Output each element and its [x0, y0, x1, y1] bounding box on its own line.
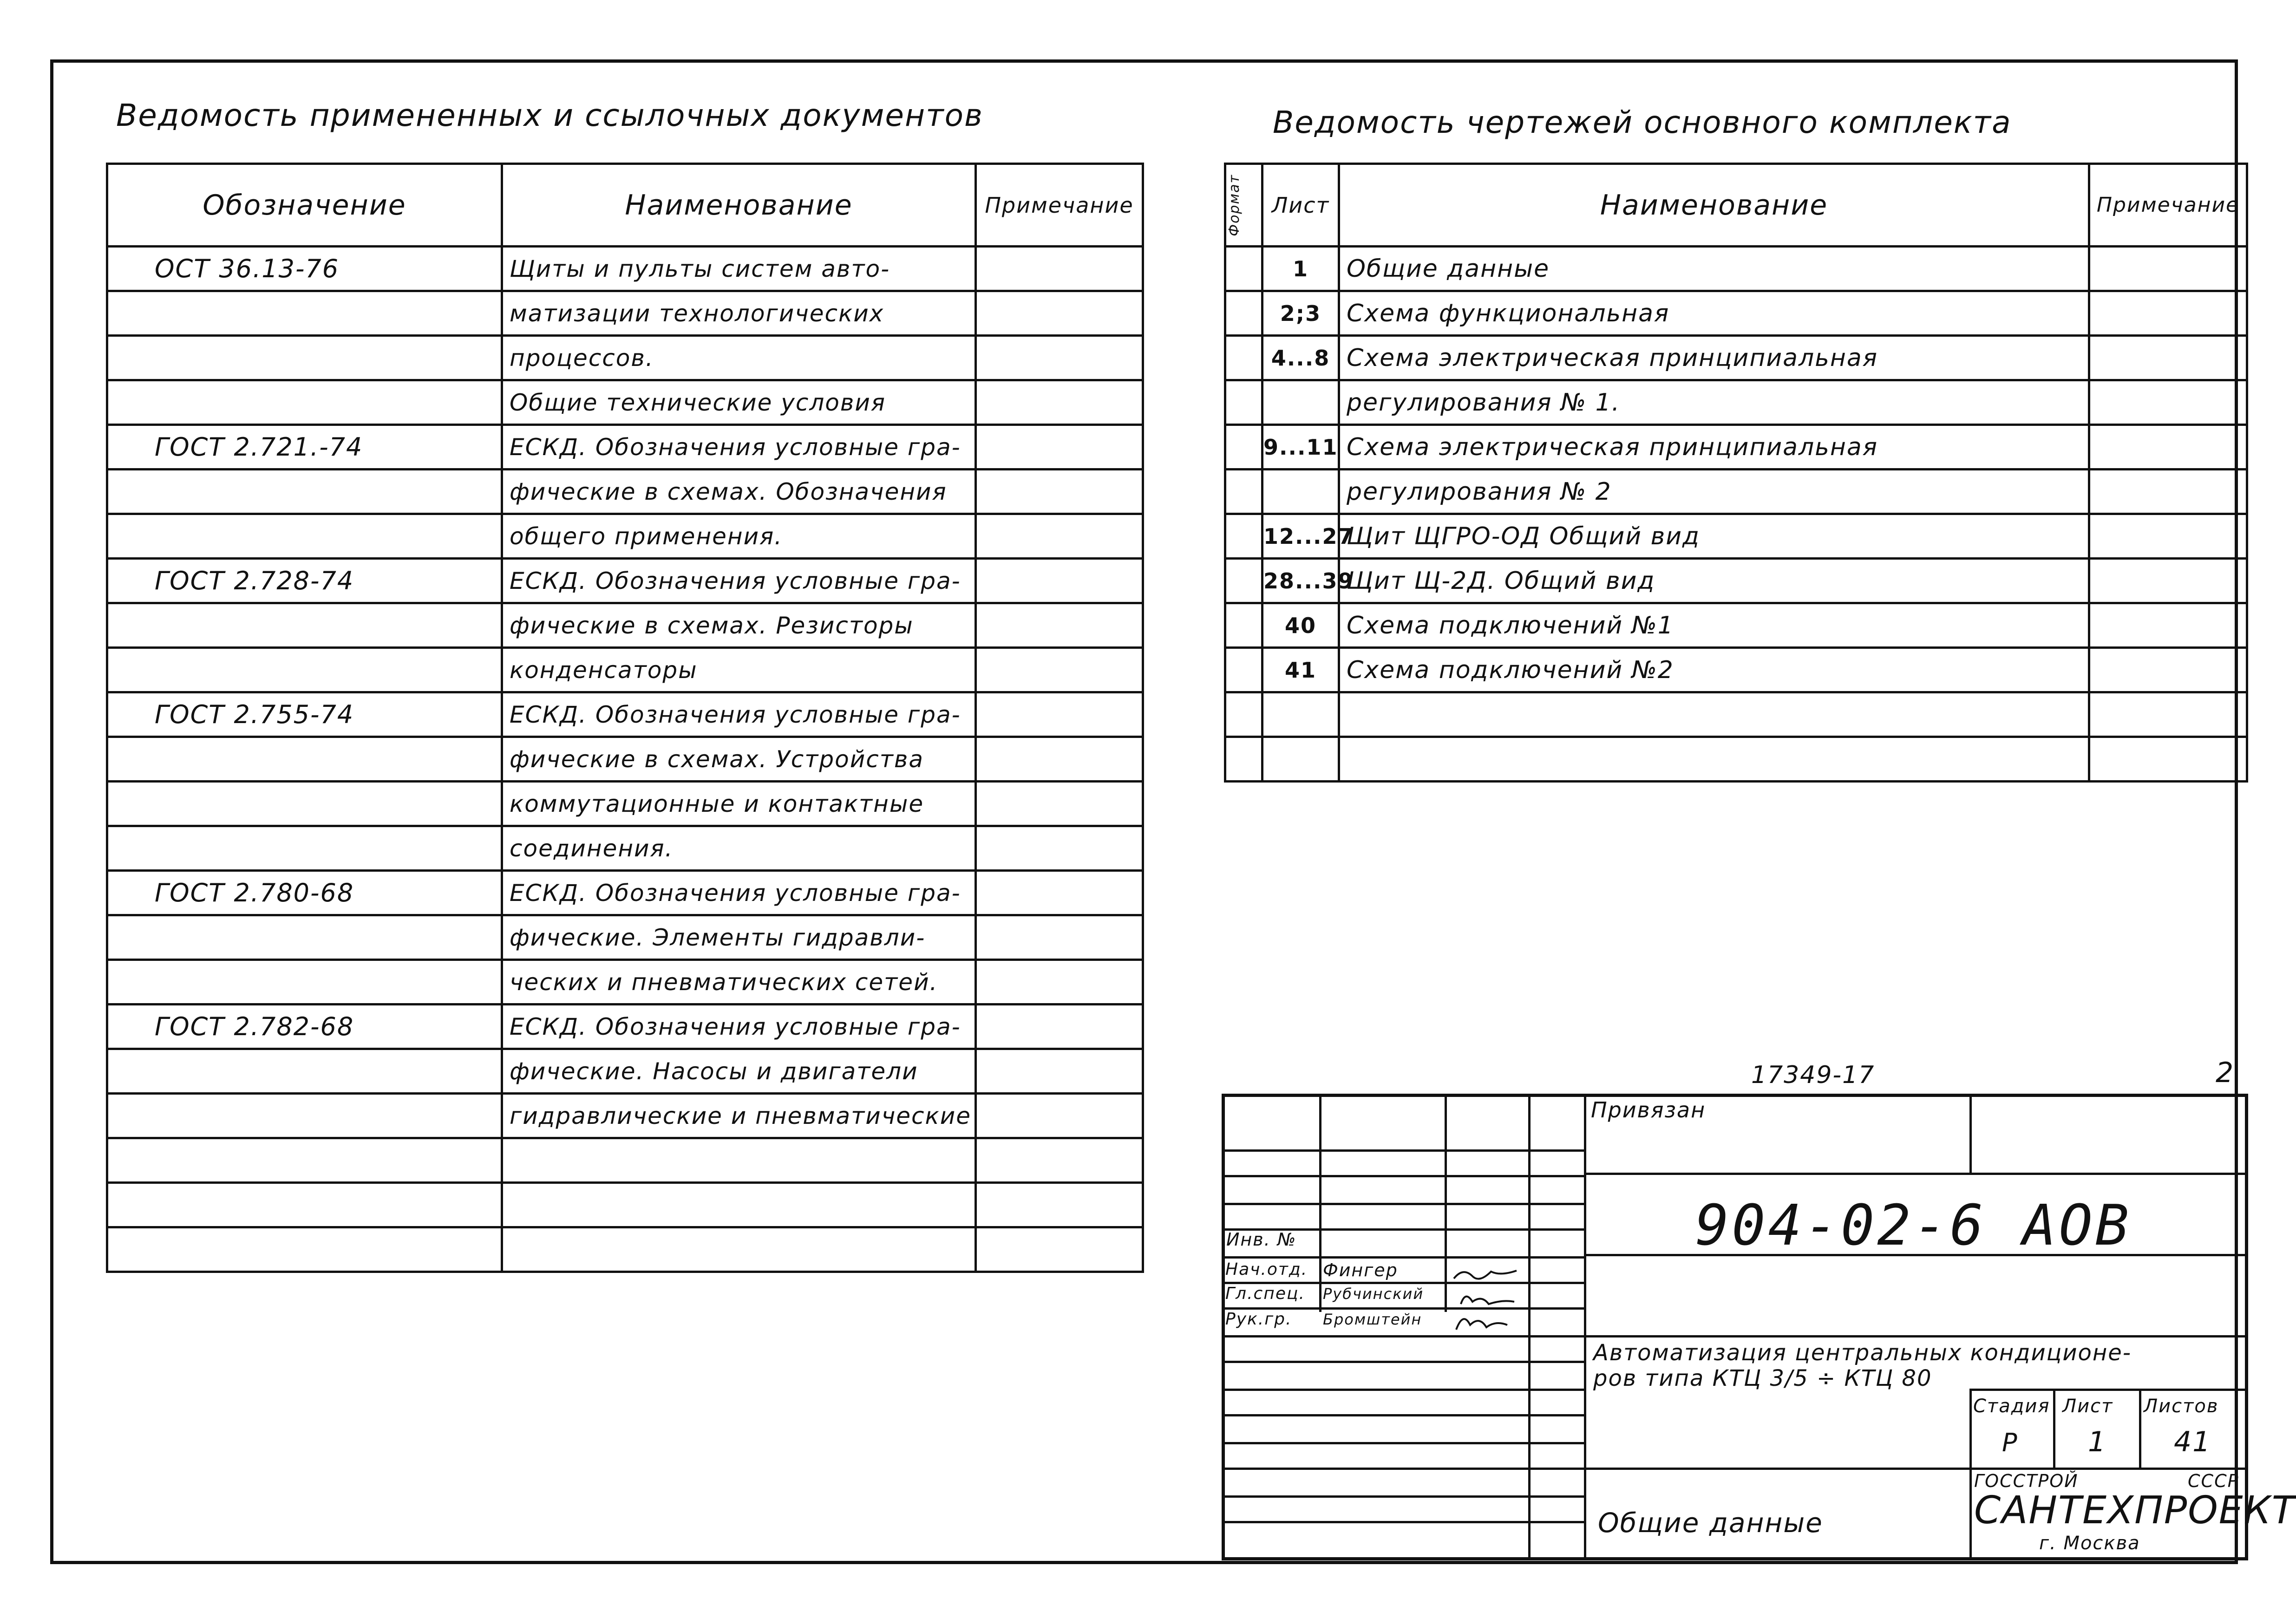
cell-note — [976, 380, 1143, 425]
references-table — [106, 163, 1144, 1273]
cell-note — [976, 915, 1143, 960]
table-row — [107, 960, 1143, 1005]
table-row — [107, 470, 1143, 514]
cell-note — [976, 603, 1143, 648]
cell-name: Общие данные — [1339, 247, 2089, 291]
cell-note — [2089, 470, 2247, 514]
cell-sheet: 2;3 — [1262, 291, 1339, 336]
table-row — [1225, 425, 2247, 470]
cell-format — [1225, 247, 1262, 291]
cell-designation: ГОСТ 2.780-68 — [107, 871, 502, 915]
table-row — [107, 737, 1143, 782]
table-row — [107, 514, 1143, 559]
cell-note — [976, 1227, 1143, 1272]
cell-name: Схема функциональная — [1339, 291, 2089, 336]
cell-note — [2089, 380, 2247, 425]
cell-note — [2089, 514, 2247, 559]
org-ussr: СССР — [2188, 1471, 2239, 1491]
cell-name — [1339, 737, 2089, 782]
table-row — [107, 380, 1143, 425]
cell-name: матизации технологических — [502, 291, 976, 336]
cell-format — [1225, 380, 1262, 425]
cell-note — [976, 514, 1143, 559]
cell-name: Общие технические условия — [502, 380, 976, 425]
cell-note — [2089, 247, 2247, 291]
cell-note — [976, 648, 1143, 692]
table-row — [1225, 291, 2247, 336]
cell-name: Схема подключений №1 — [1339, 603, 2089, 648]
cell-sheet: 9...11 — [1262, 425, 1339, 470]
table-row — [107, 247, 1143, 291]
cell-designation — [107, 336, 502, 380]
cell-format — [1225, 559, 1262, 603]
table-row — [107, 1138, 1143, 1183]
cell-designation — [107, 514, 502, 559]
cell-designation — [107, 826, 502, 871]
cell-note — [976, 1138, 1143, 1183]
cell-name: ЕСКД. Обозначения условные гра- — [502, 871, 976, 915]
name-head-department: Фингер — [1323, 1260, 1398, 1280]
cell-note — [976, 1005, 1143, 1049]
header-sheet: Лист — [1262, 164, 1339, 247]
cell-note — [2089, 648, 2247, 692]
role-head-department: Нач.отд. — [1225, 1260, 1308, 1279]
table-row — [1225, 470, 2247, 514]
cell-note — [2089, 737, 2247, 782]
name-group-leader: Бромштейн — [1323, 1311, 1422, 1328]
header-designation: Обозначение — [107, 164, 502, 247]
cell-sheet — [1262, 380, 1339, 425]
cell-name: Схема электрическая принципиальная — [1339, 336, 2089, 380]
cell-note — [976, 871, 1143, 915]
cell-note — [976, 960, 1143, 1005]
cell-name: общего применения. — [502, 514, 976, 559]
cell-sheet — [1262, 470, 1339, 514]
table-row — [107, 336, 1143, 380]
cell-designation: ГОСТ 2.755-74 — [107, 692, 502, 737]
cell-note — [976, 470, 1143, 514]
table-row — [1225, 559, 2247, 603]
sheet-label: Лист — [2062, 1396, 2113, 1417]
cell-designation — [107, 1138, 502, 1183]
cell-designation: ГОСТ 2.721.-74 — [107, 425, 502, 470]
table-row — [107, 871, 1143, 915]
cell-designation — [107, 915, 502, 960]
header-note: Примечание — [976, 164, 1143, 247]
project-title-line2: ров типа КТЦ 3/5 ÷ КТЦ 80 — [1593, 1365, 1932, 1391]
cell-name: фические в схемах. Резисторы — [502, 603, 976, 648]
cell-name: конденсаторы — [502, 648, 976, 692]
cell-name: ческих и пневматических сетей. — [502, 960, 976, 1005]
cell-name: ЕСКД. Обозначения условные гра- — [502, 692, 976, 737]
cell-sheet: 28...39 — [1262, 559, 1339, 603]
signatures — [1447, 1260, 1526, 1339]
cell-designation — [107, 782, 502, 826]
cell-name: гидравлические и пневматические — [502, 1094, 976, 1138]
cell-name — [1339, 692, 2089, 737]
cell-sheet — [1262, 692, 1339, 737]
table-row — [1225, 514, 2247, 559]
cell-name: соединения. — [502, 826, 976, 871]
table-row — [107, 782, 1143, 826]
cell-name: Схема подключений №2 — [1339, 648, 2089, 692]
cell-note — [976, 336, 1143, 380]
project-title-line1: Автоматизация центральных кондиционе- — [1593, 1340, 2132, 1366]
inventory-number-label: Инв. № — [1226, 1229, 1297, 1250]
cell-designation — [107, 291, 502, 336]
cell-name: коммутационные и контактные — [502, 782, 976, 826]
org-gosstroy: ГОССТРОЙ — [1974, 1471, 2079, 1491]
cell-note — [976, 782, 1143, 826]
cell-format — [1225, 692, 1262, 737]
table-row — [1225, 692, 2247, 737]
cell-note — [976, 826, 1143, 871]
cell-note — [976, 291, 1143, 336]
cell-sheet — [1262, 737, 1339, 782]
cell-name — [502, 1138, 976, 1183]
document-code: 904-02-6 АОВ — [1695, 1194, 2132, 1258]
cell-format — [1225, 336, 1262, 380]
table-row — [1225, 336, 2247, 380]
table-row — [107, 1094, 1143, 1138]
role-chief-specialist: Гл.спец. — [1225, 1284, 1305, 1303]
cell-note — [2089, 425, 2247, 470]
cell-name: ЕСКД. Обозначения условные гра- — [502, 1005, 976, 1049]
sheets-label: Листов — [2144, 1396, 2219, 1417]
header-name: Наименование — [502, 164, 976, 247]
cell-note — [2089, 559, 2247, 603]
cell-sheet: 12...27 — [1262, 514, 1339, 559]
cell-name: регулирования № 1. — [1339, 380, 2089, 425]
cell-format — [1225, 291, 1262, 336]
cell-name: фические в схемах. Устройства — [502, 737, 976, 782]
cell-designation — [107, 1094, 502, 1138]
left-table-title: Ведомость примененных и ссылочных документов — [116, 98, 983, 133]
role-group-leader: Рук.гр. — [1225, 1310, 1292, 1329]
cell-name: процессов. — [502, 336, 976, 380]
cell-designation — [107, 603, 502, 648]
cell-format — [1225, 470, 1262, 514]
name-chief-specialist: Рубчинский — [1323, 1285, 1424, 1303]
cell-sheet: 41 — [1262, 648, 1339, 692]
title-block — [1222, 1094, 2296, 1560]
header-note: Примечание — [2089, 164, 2247, 247]
cell-designation: ГОСТ 2.782-68 — [107, 1005, 502, 1049]
cell-designation: ГОСТ 2.728-74 — [107, 559, 502, 603]
table-row — [107, 1227, 1143, 1272]
table-row — [107, 915, 1143, 960]
table-row — [107, 1005, 1143, 1049]
cell-name: ЕСКД. Обозначения условные гра- — [502, 425, 976, 470]
table-row — [107, 648, 1143, 692]
cell-format — [1225, 425, 1262, 470]
table-row — [107, 291, 1143, 336]
cell-name: Щит Щ-2Д. Общий вид — [1339, 559, 2089, 603]
cell-designation — [107, 470, 502, 514]
cell-designation: ОСТ 36.13-76 — [107, 247, 502, 291]
linked-label: Привязан — [1591, 1097, 1706, 1122]
header-name: Наименование — [1339, 164, 2089, 247]
stage-label: Стадия — [1973, 1396, 2050, 1417]
cell-format — [1225, 514, 1262, 559]
cell-format — [1225, 648, 1262, 692]
cell-note — [976, 1049, 1143, 1094]
table-row — [107, 425, 1143, 470]
cell-note — [976, 247, 1143, 291]
cell-note — [976, 737, 1143, 782]
cell-name: Щит ЩГРО-ОД Общий вид — [1339, 514, 2089, 559]
cell-designation — [107, 960, 502, 1005]
right-table-title: Ведомость чертежей основного комплекта — [1273, 104, 2012, 140]
org-city: г. Москва — [2039, 1533, 2140, 1554]
table-row — [107, 826, 1143, 871]
table-row — [107, 1049, 1143, 1094]
drawings-table — [1224, 163, 2248, 783]
cell-name: Схема электрическая принципиальная — [1339, 425, 2089, 470]
page-number: 2 — [2216, 1057, 2235, 1089]
cell-note — [2089, 291, 2247, 336]
cell-designation — [107, 648, 502, 692]
cell-designation — [107, 1227, 502, 1272]
table-row — [1225, 380, 2247, 425]
table-row — [1225, 603, 2247, 648]
sheet-value: 1 — [2088, 1426, 2107, 1458]
cell-name: Щиты и пульты систем авто- — [502, 247, 976, 291]
table-row — [107, 1183, 1143, 1227]
cell-name — [502, 1183, 976, 1227]
cell-note — [2089, 692, 2247, 737]
cell-designation — [107, 380, 502, 425]
cell-sheet: 4...8 — [1262, 336, 1339, 380]
cell-note — [976, 1183, 1143, 1227]
code-top: 17349-17 — [1751, 1061, 1875, 1089]
cell-designation — [107, 1183, 502, 1227]
cell-note — [976, 559, 1143, 603]
header-format: Формат — [1226, 174, 1243, 236]
cell-name: ЕСКД. Обозначения условные гра- — [502, 559, 976, 603]
cell-name: фические. Элементы гидравли- — [502, 915, 976, 960]
table-row — [107, 603, 1143, 648]
cell-note — [976, 425, 1143, 470]
cell-note — [2089, 603, 2247, 648]
cell-note — [976, 1094, 1143, 1138]
cell-sheet: 1 — [1262, 247, 1339, 291]
table-row — [1225, 737, 2247, 782]
cell-format — [1225, 603, 1262, 648]
table-row — [1225, 247, 2247, 291]
sheet-title: Общие данные — [1598, 1507, 1823, 1539]
stage-value: Р — [2002, 1428, 2018, 1457]
cell-name: регулирования № 2 — [1339, 470, 2089, 514]
table-row — [1225, 648, 2247, 692]
cell-sheet: 40 — [1262, 603, 1339, 648]
table-row — [107, 559, 1143, 603]
cell-note — [976, 692, 1143, 737]
cell-name — [502, 1227, 976, 1272]
cell-designation — [107, 737, 502, 782]
cell-name: фические. Насосы и двигатели — [502, 1049, 976, 1094]
cell-format — [1225, 737, 1262, 782]
cell-note — [2089, 336, 2247, 380]
cell-designation — [107, 1049, 502, 1094]
sheets-value: 41 — [2174, 1426, 2211, 1458]
cell-name: фические в схемах. Обозначения — [502, 470, 976, 514]
table-row — [107, 692, 1143, 737]
org-name: САНТЕХПРОЕКТ — [1974, 1488, 2296, 1533]
